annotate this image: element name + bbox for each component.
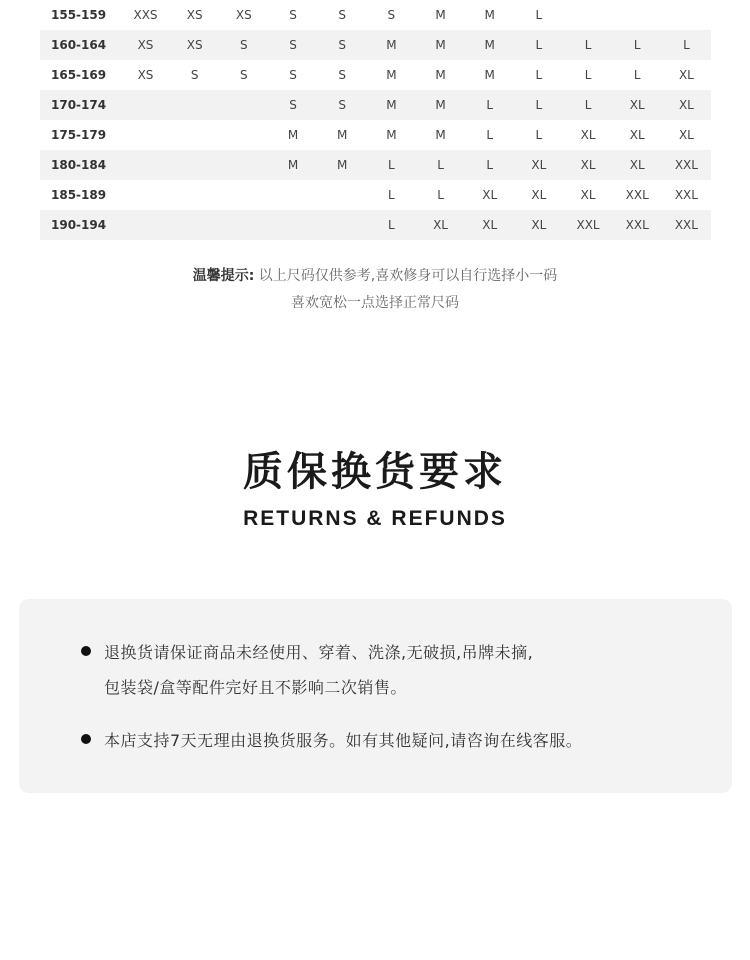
size-cell: M — [484, 68, 495, 82]
size-cell — [121, 180, 170, 210]
size-cell: L — [535, 68, 543, 82]
size-cell: S — [318, 90, 367, 120]
size-cell — [170, 90, 219, 120]
bullet-dot-icon — [81, 646, 91, 656]
size-cell: L — [514, 90, 563, 120]
size-cell — [170, 150, 219, 180]
size-cell: S — [240, 68, 248, 82]
size-cell: XL — [531, 188, 547, 202]
size-row — [40, 60, 711, 90]
size-cell: XL — [613, 90, 662, 120]
size-cell: M — [435, 128, 446, 142]
size-cell: L — [388, 188, 395, 202]
size-chart-table — [40, 0, 711, 240]
size-cell: M — [435, 68, 446, 82]
height-range-cell: 165-169 — [51, 68, 107, 82]
size-cell: XL — [482, 188, 498, 202]
size-row — [40, 210, 711, 240]
size-cell: M — [465, 30, 514, 60]
height-range-cell: 170-174 — [40, 90, 121, 120]
size-cell: L — [437, 188, 444, 202]
size-tip-label: 温馨提示: — [192, 268, 255, 284]
bullet-dot-icon — [81, 734, 91, 744]
size-cell: XL — [465, 210, 514, 240]
size-cell: L — [465, 90, 514, 120]
size-cell: S — [219, 30, 268, 60]
size-row — [40, 90, 711, 120]
size-cell: L — [662, 30, 711, 60]
size-tip-text-1: 以上尺码仅供参考,喜欢修身可以自行选择小一码 — [258, 268, 558, 284]
size-cell: L — [465, 150, 514, 180]
size-cell: M — [287, 128, 299, 142]
returns-title-en: RETURNS & REFUNDS — [243, 507, 507, 530]
size-tip-line-1 — [0, 265, 750, 285]
size-cell: L — [535, 8, 543, 22]
size-cell: XXL — [674, 188, 698, 202]
size-row — [40, 0, 711, 30]
size-cell: M — [318, 150, 367, 180]
size-cell: S — [387, 8, 396, 22]
size-cell: L — [563, 30, 612, 60]
size-cell — [121, 120, 170, 150]
size-cell: XL — [629, 128, 645, 142]
size-cell: M — [268, 150, 317, 180]
size-cell: XL — [580, 128, 596, 142]
size-cell — [219, 180, 268, 210]
size-cell: XS — [235, 8, 252, 22]
size-cell — [121, 150, 170, 180]
height-range-cell: 180-184 — [40, 150, 121, 180]
returns-notice-box — [19, 599, 732, 793]
size-cell: S — [268, 90, 317, 120]
size-cell: XS — [186, 8, 203, 22]
size-cell: M — [367, 30, 416, 60]
size-cell: XXL — [613, 210, 662, 240]
size-cell: L — [584, 68, 592, 82]
size-cell: M — [435, 8, 446, 22]
size-cell — [268, 210, 317, 240]
size-cell: M — [337, 128, 348, 142]
size-cell: L — [486, 128, 494, 142]
size-tip-line-2: 喜欢宽松一点选择正常尺码 — [291, 295, 459, 311]
size-cell: L — [367, 210, 416, 240]
size-cell: XL — [416, 210, 465, 240]
size-cell: M — [416, 90, 465, 120]
returns-policy-line-1: 退换货请保证商品未经使用、穿着、洗涤,无破损,吊牌未摘, — [104, 643, 534, 662]
size-cell: S — [338, 68, 346, 82]
size-cell: M — [367, 90, 416, 120]
size-cell — [613, 0, 662, 30]
size-cell: XXS — [133, 8, 158, 22]
size-cell: S — [268, 30, 317, 60]
size-cell: XL — [613, 150, 662, 180]
size-cell: XL — [514, 150, 563, 180]
height-range-cell: 160-164 — [40, 30, 121, 60]
size-cell: XXL — [563, 210, 612, 240]
size-cell: S — [289, 68, 297, 82]
size-row — [40, 180, 711, 210]
size-cell: S — [190, 68, 199, 82]
size-cell: M — [416, 30, 465, 60]
size-cell: XXL — [625, 188, 649, 202]
size-cell: XL — [678, 68, 694, 82]
size-row — [40, 120, 711, 150]
size-cell — [121, 90, 170, 120]
size-cell: XL — [678, 128, 694, 142]
size-cell — [563, 0, 612, 30]
size-cell — [219, 150, 268, 180]
height-range-cell: 155-159 — [51, 8, 107, 22]
size-cell: S — [289, 8, 297, 22]
size-cell: L — [367, 150, 416, 180]
size-cell: XL — [580, 188, 596, 202]
size-row — [40, 30, 711, 60]
size-cell — [121, 210, 170, 240]
size-cell: L — [514, 30, 563, 60]
size-cell: M — [386, 128, 397, 142]
height-range-cell: 185-189 — [51, 188, 107, 202]
size-cell — [268, 180, 317, 210]
size-cell: XL — [662, 90, 711, 120]
size-cell — [219, 210, 268, 240]
size-cell — [662, 0, 711, 30]
size-cell: L — [633, 68, 641, 82]
size-cell: S — [318, 30, 367, 60]
returns-title-cn: 质保换货要求 — [243, 449, 507, 495]
size-cell: XXL — [662, 210, 711, 240]
size-cell — [170, 120, 219, 150]
size-cell: XXL — [662, 150, 711, 180]
size-cell: M — [484, 8, 495, 22]
size-cell: L — [416, 150, 465, 180]
size-cell: M — [386, 68, 397, 82]
size-cell: S — [338, 8, 346, 22]
size-cell: XS — [170, 30, 219, 60]
size-cell — [170, 180, 219, 210]
returns-policy-line-3: 本店支持7天无理由退换货服务。如有其他疑问,请咨询在线客服。 — [104, 731, 583, 750]
size-cell: XL — [514, 210, 563, 240]
height-range-cell: 175-179 — [51, 128, 107, 142]
size-cell — [219, 120, 268, 150]
size-cell: L — [613, 30, 662, 60]
height-range-cell: 190-194 — [40, 210, 121, 240]
size-row — [40, 150, 711, 180]
size-cell: L — [535, 128, 543, 142]
size-cell — [318, 180, 367, 210]
size-cell — [170, 210, 219, 240]
size-cell: XS — [137, 68, 154, 82]
returns-policy-line-2: 包装袋/盒等配件完好且不影响二次销售。 — [104, 678, 407, 697]
size-cell: XL — [563, 150, 612, 180]
size-cell: L — [563, 90, 612, 120]
size-cell — [318, 210, 367, 240]
size-cell — [219, 90, 268, 120]
size-cell: XS — [121, 30, 170, 60]
